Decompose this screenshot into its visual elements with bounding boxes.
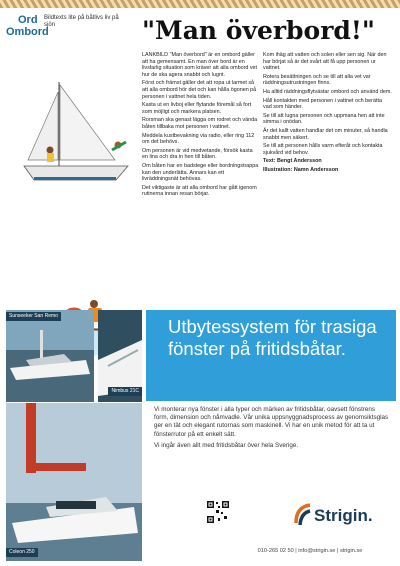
article-paragraph: Se till att personen hålls varm efteråt och kontakta sjukvård vid behov. — [263, 143, 383, 156]
crane-image — [6, 403, 142, 561]
article-paragraph: Kom ihåg att vatten och solen eller sen sig. När den har börjat så är det svårt att få upp personen ur vattnet. — [263, 52, 387, 72]
article-column-2 — [263, 52, 392, 352]
strigin-wordmark: Strigin. — [314, 506, 373, 525]
article-paragraph: Meddela kustbevakning via radio, eller ring 112 om det behövs. — [142, 132, 255, 146]
logo-word-1: Ord — [18, 14, 38, 26]
article-paragraph: Håll kontakten med personen i vattnet och berätta vad som händer. — [263, 97, 382, 111]
sunseeker-photo — [6, 310, 94, 402]
article-paragraph: Är det kallt vatten handlar det om minuter, så handla snabbt men säkert. — [263, 127, 388, 141]
article-column-1 — [142, 52, 259, 290]
rope-border — [0, 0, 400, 8]
strigin-logo-mark — [294, 503, 312, 527]
illustration-credit: Illustration: Namn Andersson — [263, 166, 339, 173]
sailboat-illustration — [20, 80, 132, 200]
article-paragraph: Det viktigaste är att alla ombord har gått igenom rutinerna innan resan börjar. — [142, 184, 257, 198]
article-paragraph: Rotera besättningen och se till att alla vet var räddningsutrustningen finns. — [263, 73, 371, 87]
crane-caption: Coleon 250 — [6, 548, 38, 557]
sunseeker-image — [6, 310, 94, 402]
ad-body — [154, 406, 390, 453]
article-paragraph: Rorsman ska genast lägga om rodret och vända båten tillbaka mot personen i vattnet. — [142, 117, 258, 130]
strigin-logo — [294, 498, 390, 532]
sunseeker-caption: Sunseeker San Remo — [6, 312, 61, 321]
ad-paragraph: Vi ingår även allt med fritidsbåtar över hela Sverige. — [154, 441, 299, 449]
ad-paragraph: Vi monterar nya fönster i alla typer och märken av fritidsbåtar, oavsett fönstrens form, dimension och nåmvadle. Vår unika uppsnyggnadsprocess av genomsiktsglas ger en tät och elegant rutornas som maskinell. Vi har en unik metod för att ta ut fönsterrutor på ett enkelt sätt. — [154, 406, 389, 438]
logo-word-2: Ombord — [6, 26, 49, 38]
logo-subtitle: Bildtexts lite på båtlivs liv på sjön — [44, 15, 119, 28]
nimbus-photo — [98, 310, 142, 402]
article-paragraph: LÄNKBILD "Man överbord" är en ombord gäller att ha gemensamt. En man över bord är en livsfarlig situation som kräver att alla ombord vet hur de ska agera snabbt och lugnt. — [142, 52, 258, 78]
article-paragraph: Om personen är vid medvetande, försök kasta en lina och dra in hen till båten. — [142, 147, 253, 161]
article-paragraph: Ha alltid räddningsflytvästar ombord och använd dem. — [263, 88, 392, 95]
crane-photo — [6, 403, 142, 561]
article-headline: "Man överbord!" — [142, 16, 375, 45]
nimbus-caption: Nimbus 21C — [108, 387, 142, 396]
ad-contact[interactable]: 010-265 02 50 | info@strigin.se | strigin.se — [257, 548, 363, 554]
ad-headline: Utbytessystem för trasiga fönster på fritidsbåtar. — [168, 316, 377, 359]
article-paragraph: Först och främst gäller det att ropa ut larmet så att alla ombord hör det och kan hålla ögonen på personen i vattnet hela tiden. — [142, 80, 257, 100]
article-paragraph: Kasta ut en livboj eller flytande föremål så fort som möjligt och markera platsen. — [142, 102, 252, 115]
column-logo — [6, 14, 126, 42]
qr-code-icon[interactable] — [206, 500, 230, 524]
ad-headline-band — [146, 310, 396, 401]
article-signature: Text: Bengt Andersson — [263, 158, 322, 165]
article-paragraph: Se till att lugna personen och uppmana hen att inte simma i onödan. — [263, 112, 385, 126]
article-paragraph: Om båten har en badstege eller bordningstrappa kan den underlätta. Annars kan ett livräddningsnät behövas. — [142, 162, 259, 183]
